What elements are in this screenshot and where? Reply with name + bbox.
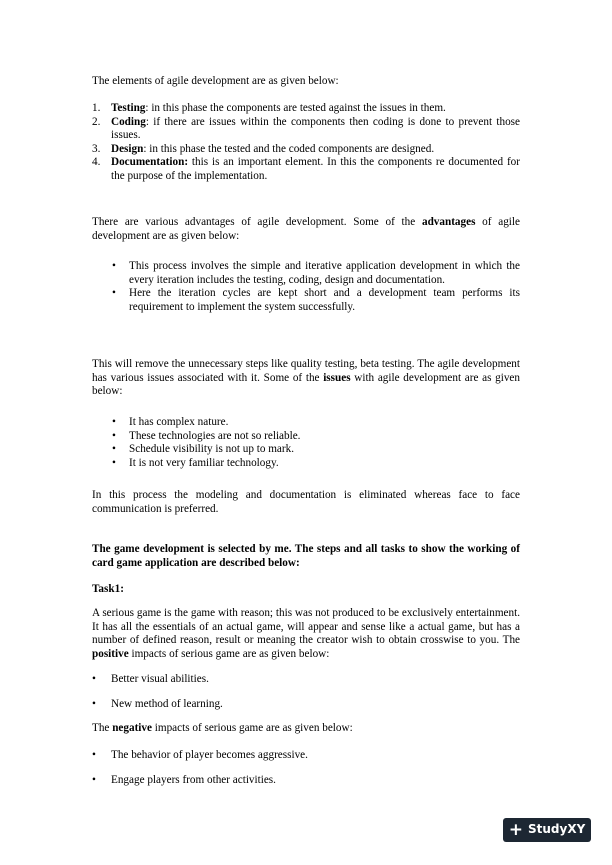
list-item: • It is not very familiar technology.: [112, 456, 279, 469]
game-heading: The game development is selected by me. The steps and all tasks to show the working of card game application are described below:: [92, 543, 520, 569]
list-item: • Engage players from other activities.: [92, 773, 276, 786]
studyxy-logo: [503, 818, 591, 842]
serious-game-paragraph: A serious game is the game with reason; this was not produced to be exclusively entertainment. It has all the essentials of an actual game, will appear and sense like a actual game, but has a number of defined reason, result or meaning the creator wish to obtain crosswise to you. The positive impacts of serious game are as given below:: [92, 607, 520, 660]
intro-paragraph: The elements of agile development are as given below:: [92, 75, 339, 87]
list-item: • These technologies are not so reliable.: [112, 429, 301, 442]
list-item: • Better visual abilities.: [92, 673, 209, 685]
list-item: 2. Coding: if there are issues within the components then coding is done to prevent those issues.: [92, 115, 520, 142]
advantages-list: [112, 260, 520, 314]
advantages-intro: There are various advantages of agile development. Some of the advantages of agile development are as given below:: [92, 216, 520, 242]
modeling-paragraph: In this process the modeling and documentation is eliminated whereas face to face communication is preferred.: [92, 489, 520, 515]
list-item: 3. Design: in this phase the tested and the coded components are designed.: [92, 142, 435, 155]
list-item: 4. Documentation: this is an important element. In this the components re documented for the purpose of the implementation.: [92, 156, 520, 182]
list-item: • It has complex nature.: [112, 416, 229, 428]
negative-intro: The negative impacts of serious game are as given below:: [92, 722, 353, 734]
list-item: 1. Testing: in this phase the components are tested against the issues in them.: [92, 102, 446, 114]
list-item: • New method of learning.: [92, 697, 223, 710]
list-item: • Schedule visibility is not up to mark.: [112, 443, 295, 456]
task1-heading: Task1:: [92, 583, 124, 595]
list-item: • The behavior of player becomes aggressive.: [92, 749, 308, 761]
issues-intro: This will remove the unnecessary steps like quality testing, beta testing. The agile development has various issues associated with it. Some of the issues with agile development are as given below:: [92, 358, 520, 398]
negatives-list: [92, 749, 520, 787]
logo-text: StudyXY: [527, 822, 586, 837]
plus-icon: +: [508, 819, 523, 840]
list-item: • Here the iteration cycles are kept short and a development team performs its requirement to implement the system successfully.: [112, 287, 520, 313]
elements-list: [92, 102, 520, 184]
list-item: • This process involves the simple and iterative application development in which the every iteration includes the testing, coding, design and documentation.: [112, 260, 520, 286]
positives-list: [92, 673, 520, 711]
issues-list: [112, 416, 520, 470]
